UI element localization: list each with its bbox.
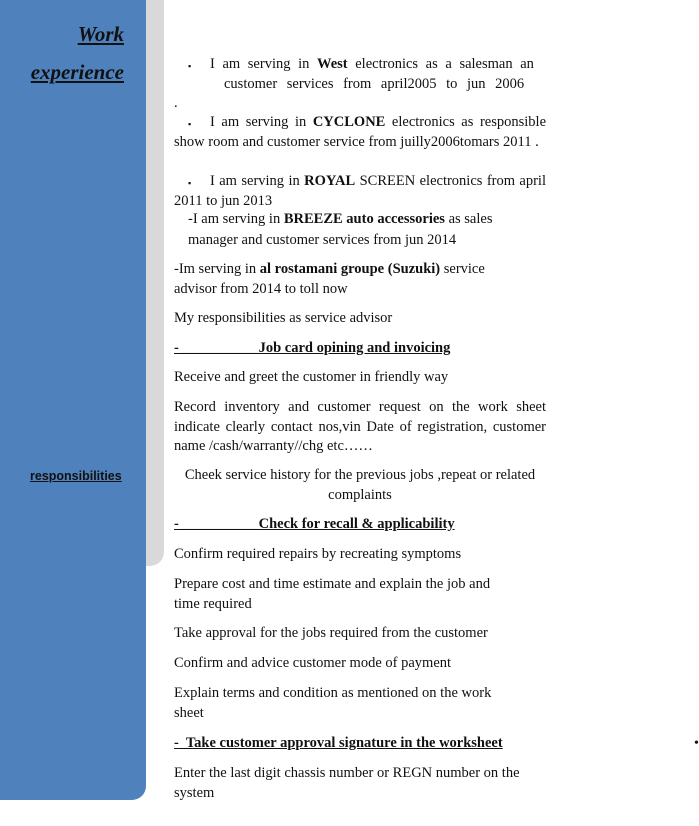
- sidebar-label-responsibilities: responsibilities: [30, 469, 122, 483]
- list-item: Receive and greet the customer in friendly way: [174, 369, 449, 385]
- list-item: Cheek service history for the previous jobs ,repeat or related complaints: [184, 467, 536, 503]
- bullet-icon: ▪: [188, 178, 192, 188]
- responsibilities-intro: My responsibilities as service advisor: [174, 310, 393, 326]
- section-heading-job-card: -___________Job card opining and invoicing: [174, 340, 451, 356]
- job-west: [174, 55, 546, 94]
- job-breeze-line2: manager and customer services from jun 2014: [188, 231, 457, 248]
- job-cyclone: ▪ I am serving in CYCLONE electronics as responsible show room and customer service from juilly2006tomars 2011 .: [174, 114, 546, 150]
- list-item: Enter the last digit chassis number or REGN number on the system: [174, 765, 520, 801]
- job-breeze-line1: -I am serving in BREEZE auto accessories as sales: [188, 211, 493, 227]
- list-item: Prepare cost and time estimate and explain the job and time required: [174, 576, 491, 612]
- sidebar-title-experience: experience: [30, 60, 124, 84]
- sidebar: [0, 0, 146, 800]
- section-heading-signature: - Take customer approval signature in the worksheet: [174, 735, 503, 751]
- stray-dot: .: [174, 95, 178, 111]
- job-rostamani: [174, 260, 546, 299]
- list-item: Explain terms and condition as mentioned on the work sheet: [174, 685, 492, 721]
- list-item: Confirm and advice customer mode of payment: [174, 655, 452, 671]
- job-royal: ▪ I am serving in ROYAL SCREEN electronics from april 2011 to jun 2013: [174, 173, 546, 209]
- job-west-line1: I am serving in West electronics as a salesman an: [210, 56, 534, 72]
- job-rostamani-line1: -Im serving in al rostamani groupe (Suzuki) service: [174, 261, 485, 277]
- list-item: Confirm required repairs by recreating symptoms: [174, 546, 462, 562]
- list-item: Take approval for the jobs required from the customer: [174, 625, 488, 641]
- bullet-icon: ▪: [188, 119, 192, 129]
- list-item: Record inventory and customer request on the work sheet indicate clearly contact nos,vin Date of registration, customer name /cash/warranty//chg etc……: [174, 399, 546, 455]
- job-breeze: [174, 210, 546, 250]
- section-heading-recall: -___________Check for recall & applicability: [174, 516, 455, 532]
- bullet-dot-icon: •: [694, 736, 699, 751]
- bullet-icon: ▪: [188, 61, 192, 71]
- job-west-line2: customer services from april2005 to jun 2006: [224, 75, 525, 92]
- sidebar-title-work: Work: [77, 22, 124, 46]
- job-rostamani-line2: advisor from 2014 to toll now: [174, 280, 348, 297]
